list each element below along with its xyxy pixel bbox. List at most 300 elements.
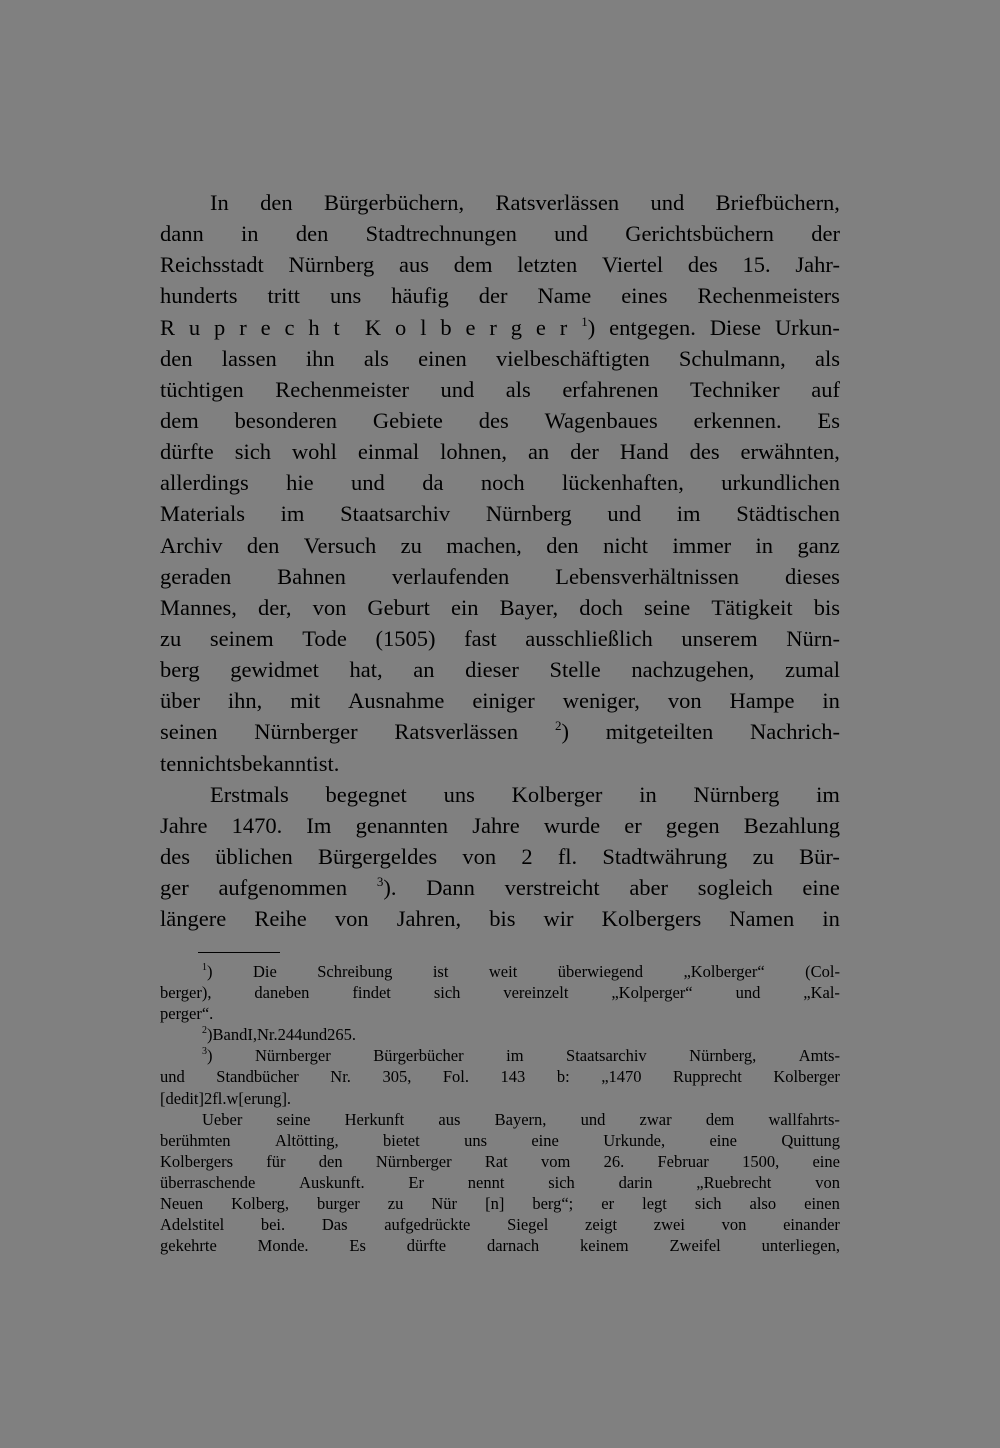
word: Archiv — [160, 532, 223, 558]
word: ein — [451, 594, 479, 620]
word: in — [822, 906, 840, 932]
word: ihn, — [227, 688, 263, 714]
word: $^2$) — [202, 1025, 213, 1045]
word: einander — [783, 1215, 840, 1235]
text-line — [160, 436, 840, 467]
footnote-line — [160, 1193, 840, 1214]
word: bei. — [260, 1215, 286, 1235]
word: gewidmet — [230, 657, 319, 683]
footnote-line — [160, 1235, 840, 1256]
word: dann — [160, 221, 204, 247]
word: berg — [160, 657, 200, 683]
word: sich — [234, 439, 271, 465]
text-line — [160, 218, 840, 249]
word: ausschließlich — [525, 625, 653, 651]
word: genannten — [355, 812, 449, 838]
word: Dann — [426, 875, 475, 901]
word: 26. — [603, 1151, 625, 1171]
word: Siegel — [507, 1215, 549, 1235]
word: im — [506, 1046, 524, 1066]
word: Nürnberg — [693, 781, 780, 807]
text-line — [160, 561, 840, 592]
word: Gebiete — [372, 407, 443, 433]
word: Rat — [484, 1151, 508, 1171]
word: lückenhaften, — [562, 470, 684, 496]
word: aus — [438, 1109, 461, 1129]
word: und — [554, 221, 588, 247]
text-line — [160, 312, 840, 343]
word: Nürnberger — [254, 1046, 331, 1066]
word: verstreicht — [504, 875, 600, 901]
word: [erung]. — [238, 1088, 292, 1108]
word: überwiegend — [557, 962, 643, 981]
text-line — [160, 467, 840, 498]
word: vereinzelt — [503, 983, 569, 1003]
word: sich — [548, 1172, 575, 1192]
word: Ausnahme — [348, 688, 445, 714]
body-text — [160, 187, 840, 934]
word: als — [815, 345, 840, 371]
word: dieser — [465, 657, 519, 683]
word: Stadtwährung — [602, 843, 728, 869]
word: bekannt — [241, 750, 313, 776]
word: Bür- — [799, 843, 840, 869]
word: Bürgerbüchern, — [323, 190, 465, 215]
text-line — [160, 343, 840, 374]
word: Stelle — [549, 657, 601, 683]
word: l — [420, 314, 427, 340]
word: ist — [432, 962, 449, 981]
word: berger), — [160, 983, 212, 1003]
word: Stadtrechnungen — [365, 221, 517, 247]
text-line — [160, 810, 840, 841]
text-line — [160, 374, 840, 405]
word: hunderts — [160, 283, 238, 309]
word: und — [607, 501, 642, 527]
word: Bürgerbücher — [373, 1046, 464, 1066]
word: seinen — [160, 719, 218, 745]
word: zu — [160, 625, 182, 651]
word: der — [478, 283, 508, 309]
word: b: — [556, 1067, 570, 1087]
word: Viertel — [601, 252, 664, 278]
word: von — [334, 906, 369, 932]
word: an — [413, 657, 435, 683]
word: g — [510, 314, 523, 340]
word: Ratsverlässen — [394, 719, 519, 745]
word: Nr. — [330, 1067, 351, 1087]
word: burger — [317, 1194, 360, 1214]
word: erfahrenen — [562, 376, 659, 402]
footnote-rule — [198, 952, 280, 953]
word: Fol. — [442, 1067, 469, 1087]
word: und — [440, 376, 475, 402]
word: Rupprecht — [673, 1067, 742, 1087]
word: und — [302, 1025, 328, 1045]
word: legt — [642, 1194, 667, 1214]
word: und — [650, 190, 685, 215]
word: wohl — [291, 439, 337, 465]
word: dem — [453, 252, 493, 278]
word: Monde. — [257, 1236, 309, 1256]
footnote-line — [160, 1066, 840, 1087]
word: Altötting, — [274, 1130, 339, 1150]
word: [n] — [485, 1194, 505, 1214]
word: darin — [618, 1172, 653, 1192]
text-line — [160, 280, 840, 311]
word: eine — [802, 875, 840, 901]
word: und — [735, 983, 761, 1003]
word: u — [188, 314, 201, 340]
word: im — [280, 501, 305, 527]
word: Rechenmeister — [275, 376, 409, 402]
footnote-line — [160, 982, 840, 1003]
word: berg“; — [532, 1194, 574, 1214]
word: Jahren, — [396, 906, 462, 932]
word: wallfahrts- — [768, 1109, 840, 1129]
footnote-line — [160, 1024, 840, 1045]
word: zwar — [639, 1109, 672, 1129]
word: aufgedrückte — [384, 1215, 471, 1235]
word: der — [811, 221, 840, 247]
word: Kolberger — [773, 1067, 840, 1087]
word: an — [527, 439, 550, 465]
word: Zweifel — [669, 1236, 721, 1256]
word: zwei — [653, 1215, 685, 1235]
word: begegnet — [325, 781, 407, 807]
word: aus — [399, 252, 430, 278]
word: r — [559, 314, 568, 340]
word: eines — [621, 283, 668, 309]
word: Namen — [729, 906, 795, 932]
text-line — [160, 530, 840, 561]
word: über — [160, 688, 200, 714]
word: in — [822, 688, 840, 714]
word: w — [226, 1088, 239, 1108]
word: Es — [817, 407, 840, 433]
word: und — [160, 1067, 185, 1087]
word: im — [816, 781, 840, 807]
footnotes — [160, 961, 840, 1256]
word: Lebensverhältnissen — [555, 563, 739, 589]
word: Kolberg, — [231, 1194, 289, 1214]
text-line — [160, 841, 840, 872]
word: b — [440, 314, 452, 340]
footnote-line — [160, 961, 840, 982]
word: mitgeteilten — [605, 719, 714, 745]
word: des — [687, 252, 718, 278]
word: besonderen — [234, 407, 338, 433]
word: o — [395, 314, 407, 340]
word: nichts — [187, 750, 242, 776]
word: r — [489, 314, 497, 340]
word: 265. — [327, 1025, 356, 1045]
word: einmal — [357, 439, 420, 465]
word: Wagenbaues — [544, 407, 658, 433]
word: h — [308, 314, 320, 340]
word: sogleich — [697, 875, 773, 901]
word: uns — [464, 1130, 487, 1150]
word: Kolbergers — [601, 906, 702, 932]
word: Mannes, — [160, 594, 237, 620]
word: Ueber — [202, 1109, 243, 1129]
word: berühmten — [160, 1130, 231, 1150]
word: 1500, — [742, 1151, 780, 1171]
word: Rechenmeisters — [697, 283, 840, 309]
word: Name — [537, 283, 592, 309]
word: „Kal- — [803, 983, 840, 1003]
word: gekehrte — [160, 1236, 217, 1256]
text-line — [160, 903, 840, 934]
word: „Kolperger“ — [611, 983, 693, 1003]
word: den — [246, 532, 280, 558]
word: nicht — [603, 532, 649, 558]
word: Das — [321, 1215, 348, 1235]
word: „Ruebrecht — [696, 1172, 772, 1192]
word: (Col- — [805, 962, 840, 981]
word: Nürnberg — [288, 252, 375, 278]
word: Staatsarchiv — [340, 501, 451, 527]
word: als — [505, 376, 531, 402]
footnote-line — [160, 1003, 840, 1024]
word: Die — [252, 962, 277, 981]
word: Hampe — [729, 688, 795, 714]
word: Nür — [431, 1194, 458, 1214]
word: letzten — [517, 252, 578, 278]
word: und — [351, 470, 385, 496]
word: Im — [306, 812, 332, 838]
word: in — [639, 781, 657, 807]
word: zu — [387, 1194, 404, 1214]
word: Nürnberg, — [689, 1046, 757, 1066]
word: Nr. — [256, 1025, 278, 1045]
text-line — [160, 592, 840, 623]
word: von — [815, 1172, 840, 1192]
word: zeigt — [585, 1215, 618, 1235]
word: Tätigkeit — [711, 594, 793, 620]
word: häufig — [391, 283, 449, 309]
word: weniger, — [562, 688, 640, 714]
word: Neuen — [160, 1194, 204, 1214]
word: Städtischen — [736, 501, 840, 527]
word: Nachrich- — [750, 719, 840, 745]
word: $^3$) — [202, 1046, 213, 1066]
word: üblichen — [215, 843, 293, 869]
word: „1470 — [601, 1067, 642, 1087]
word: 143 — [500, 1067, 526, 1087]
word: Adelstitel — [160, 1215, 225, 1235]
word: Band — [212, 1025, 248, 1045]
word: also — [749, 1194, 777, 1214]
word: $^3$). — [376, 874, 397, 901]
word: in — [755, 532, 774, 558]
word: e — [260, 314, 271, 340]
word: Es — [349, 1236, 366, 1256]
word: bietet — [383, 1130, 420, 1150]
word: Briefbüchern, — [715, 190, 840, 215]
word: noch — [480, 470, 525, 496]
word: eine — [709, 1130, 737, 1150]
word: eine — [812, 1151, 840, 1171]
word: sich — [433, 983, 461, 1003]
footnote-line — [160, 1130, 840, 1151]
word: urkundlichen — [721, 470, 840, 496]
word: auf — [811, 376, 840, 402]
word: dürfte — [406, 1236, 447, 1256]
text-line — [160, 685, 840, 716]
word: entgegen. — [609, 314, 696, 340]
word: 2 — [203, 1088, 213, 1108]
word: allerdings — [160, 470, 249, 496]
word: des — [160, 843, 190, 869]
word: Bezahlung — [743, 812, 840, 838]
word: tüchtigen — [160, 376, 244, 402]
footnote-line — [160, 1088, 840, 1109]
word: fast — [464, 625, 497, 651]
word: den — [160, 345, 193, 371]
word: den — [546, 532, 579, 558]
word: des — [689, 439, 720, 465]
word: fl. — [557, 843, 578, 869]
word: des — [478, 407, 509, 433]
word: den — [295, 221, 329, 247]
word: von — [667, 688, 702, 714]
word: bis — [813, 594, 840, 620]
word: vielbeschäftigten — [496, 345, 650, 371]
word: eine — [531, 1130, 559, 1150]
word: e — [535, 314, 546, 340]
word: tritt — [267, 283, 300, 309]
word: in — [241, 221, 259, 247]
word: gegen — [665, 812, 720, 838]
word: Schulmann, — [678, 345, 786, 371]
word: $^1$) — [202, 962, 213, 981]
word: dieses — [784, 563, 840, 589]
word: ten — [160, 750, 188, 776]
word: I, — [247, 1025, 257, 1045]
word: In — [210, 190, 229, 215]
word: fl. — [212, 1088, 227, 1108]
text-line — [160, 249, 840, 280]
word: ist. — [312, 750, 340, 776]
word: aufgenommen — [218, 875, 348, 901]
word: erwähnten, — [740, 439, 840, 465]
word: zu — [400, 532, 422, 558]
word: 15. — [742, 252, 771, 278]
word: Hand — [619, 439, 669, 465]
footnote-line — [160, 1109, 840, 1130]
footnote-line — [160, 1045, 840, 1066]
word: Materials — [160, 501, 245, 527]
word: Geburt — [367, 594, 430, 620]
word: Urkun- — [774, 314, 840, 340]
word: seine — [276, 1109, 311, 1129]
word: uns — [443, 781, 475, 807]
word: Gerichtsbüchern — [625, 221, 774, 247]
word: 244 — [277, 1025, 303, 1045]
word: Bahnen — [277, 563, 346, 589]
text-line — [160, 498, 840, 529]
word: 2 — [521, 843, 533, 869]
word: Quittung — [781, 1130, 840, 1150]
word: von — [462, 843, 497, 869]
word: unserem — [681, 625, 758, 651]
word: Jahre — [472, 812, 520, 838]
word: und — [580, 1109, 606, 1129]
word: wir — [543, 906, 574, 932]
word: Kolberger — [511, 781, 603, 807]
footnote-line — [160, 1172, 840, 1193]
text-line — [160, 748, 840, 779]
word: $^2$) — [554, 718, 569, 745]
word: p — [214, 314, 226, 340]
word: Nürnberger — [254, 719, 358, 745]
word: Bayer, — [499, 594, 559, 620]
word: Reihe — [254, 906, 307, 932]
word: im — [676, 501, 701, 527]
word: uns — [330, 283, 362, 309]
footnote-line — [160, 1151, 840, 1172]
word: „Kolberger“ — [683, 962, 765, 981]
word: Reichsstadt — [160, 252, 264, 278]
word: machen, — [446, 532, 522, 558]
word: 305, — [382, 1067, 412, 1087]
word: Jahre — [160, 812, 208, 838]
word: hat, — [349, 657, 383, 683]
word: 1470. — [231, 812, 283, 838]
word: hie — [286, 470, 314, 496]
word: t — [333, 314, 352, 340]
word: Bayern, — [494, 1109, 547, 1129]
text-line — [160, 872, 840, 903]
word: [dedit] — [160, 1088, 204, 1108]
word: doch — [579, 594, 623, 620]
word: nachzugehen, — [631, 657, 755, 683]
word: der — [570, 439, 599, 465]
word: einen — [418, 345, 467, 371]
word: seine — [644, 594, 691, 620]
word: Amts- — [798, 1046, 840, 1066]
word: Diese — [709, 314, 762, 340]
text-line — [160, 779, 840, 810]
word: Nürnberger — [375, 1151, 452, 1171]
word: Tode — [302, 625, 347, 651]
text-line — [160, 623, 840, 654]
word: wurde — [543, 812, 601, 838]
text-line — [160, 405, 840, 436]
word: Kolbergers — [160, 1151, 234, 1171]
word: geraden — [160, 563, 232, 589]
word: r — [239, 314, 247, 340]
word: ganz — [797, 532, 840, 558]
word: perger“. — [160, 1004, 214, 1024]
word: da — [422, 470, 444, 496]
word: Staatsarchiv — [566, 1046, 647, 1066]
word: Er — [408, 1172, 424, 1192]
word: den — [260, 190, 293, 215]
word: zumal — [785, 657, 840, 683]
word: vom — [541, 1151, 571, 1171]
word: dem — [160, 407, 199, 433]
word: R — [160, 314, 176, 340]
word: weit — [488, 962, 518, 981]
word: Standbücher — [216, 1067, 299, 1087]
word: c — [284, 314, 295, 340]
word: nennt — [467, 1172, 505, 1192]
word: bis — [489, 906, 516, 932]
word: Nürn- — [786, 625, 840, 651]
word: für — [266, 1151, 286, 1171]
